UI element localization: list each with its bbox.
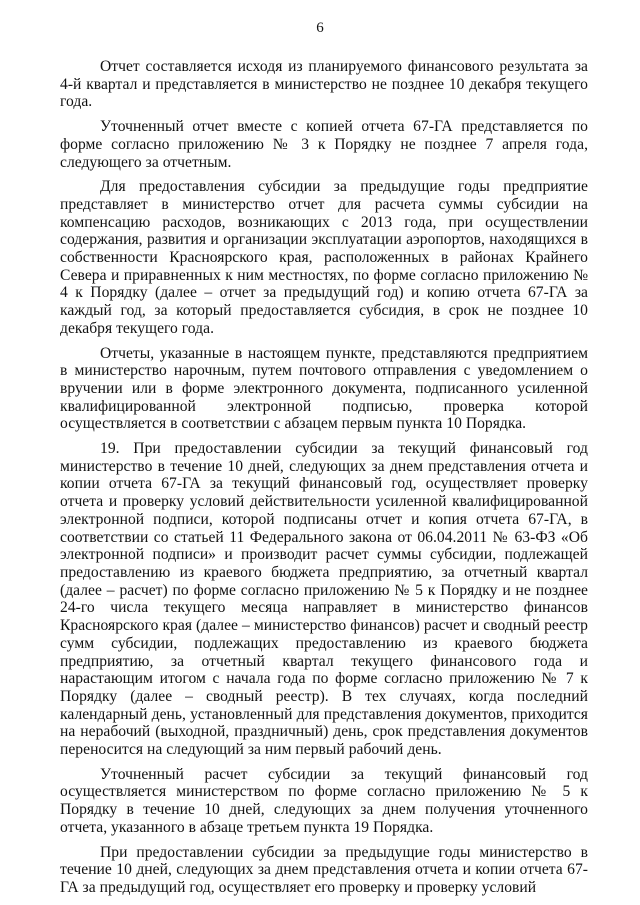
paragraph-report-q4: Отчет составляется исходя из планируемого финансового результата за 4-й квартал и представляется в министерство не позднее 10 декабря текущего года. <box>60 58 588 111</box>
page-number: 6 <box>316 20 324 36</box>
paragraph-refined-report: Уточненный отчет вместе с копией отчета 67-ГА представляется по форме согласно приложению № 3 к Порядку не позднее 7 апреля года, следующего за отчетным. <box>60 118 588 171</box>
paragraph-submission-methods: Отчеты, указанные в настоящем пункте, представляются предприятием в министерство нарочным, путем почтового отправления с уведомлением о вручении или в форме электронного документа, подписанного усиленной квалифицированной электронной подписью, проверка которой осуществляется в соответствии с абзацем первым пункта 10 Порядка. <box>60 344 588 433</box>
paragraph-previous-years-check: При предоставлении субсидии за предыдущие годы министерство в течение 10 дней, следующих за днем представления отчета и копии отчета 67-ГА за предыдущий год, осуществляет его проверку и проверку условий <box>60 843 588 896</box>
paragraph-clause-19: 19. При предоставлении субсидии за текущий финансовый год министерство в течение 10 дней, следующих за днем представления отчета и копии отчета 67-ГА за текущий финансовый год, осуществляет проверку отчета и проверку условий действительности усиленной квалифицированной электронной подписи, которой подписаны отчет и копия отчета 67-ГА, в соответствии со статьей 11 Федерального закона от 06.04.2011 № 63-ФЗ «Об электронной подписи» и производит расчет суммы субсидии, подлежащей предоставлению из краевого бюджета предприятию, за отчетный квартал (далее – расчет) по форме согласно приложению № 5 к Порядку и не позднее 24-го числа текущего месяца направляет в министерство финансов Красноярского края (далее – министерство финансов) расчет и сводный реестр сумм субсидии, подлежащих предоставлению из краевого бюджета предприятию, за отчетный квартал текущего финансового года и нарастающим итогом с начала года по форме согласно приложению № 7 к Порядку (далее – сводный реестр). В тех случаях, когда последний календарный день, установленный для представления документов, приходится на нерабочий (выходной, праздничный) день, срок представления документов переносится на следующий за ним первый рабочий день. <box>60 440 588 759</box>
paragraph-refined-calculation: Уточненный расчет субсидии за текущий финансовый год осуществляется министерством по форме согласно приложению № 5 к Порядку в течение 10 дней, следующих за днем получения уточненного отчета, указанного в абзаце третьем пункта 19 Порядка. <box>60 765 588 836</box>
paragraph-previous-years-report: Для предоставления субсидии за предыдущие годы предприятие представляет в министерство отчет для расчета суммы субсидии на компенсацию расходов, возникающих с 2013 года, при осуществлении содержания, развития и организации эксплуатации аэропортов, находящихся в собственности Красноярского края, расположенных в районах Крайнего Севера и приравненных к ним местностях, по форме согласно приложению № 4 к Порядку (далее – отчет за предыдущий год) и копию отчета 67-ГА за каждый год, за который предоставляется субсидия, в срок не позднее 10 декабря текущего года. <box>60 178 588 337</box>
body-text <box>60 58 588 904</box>
